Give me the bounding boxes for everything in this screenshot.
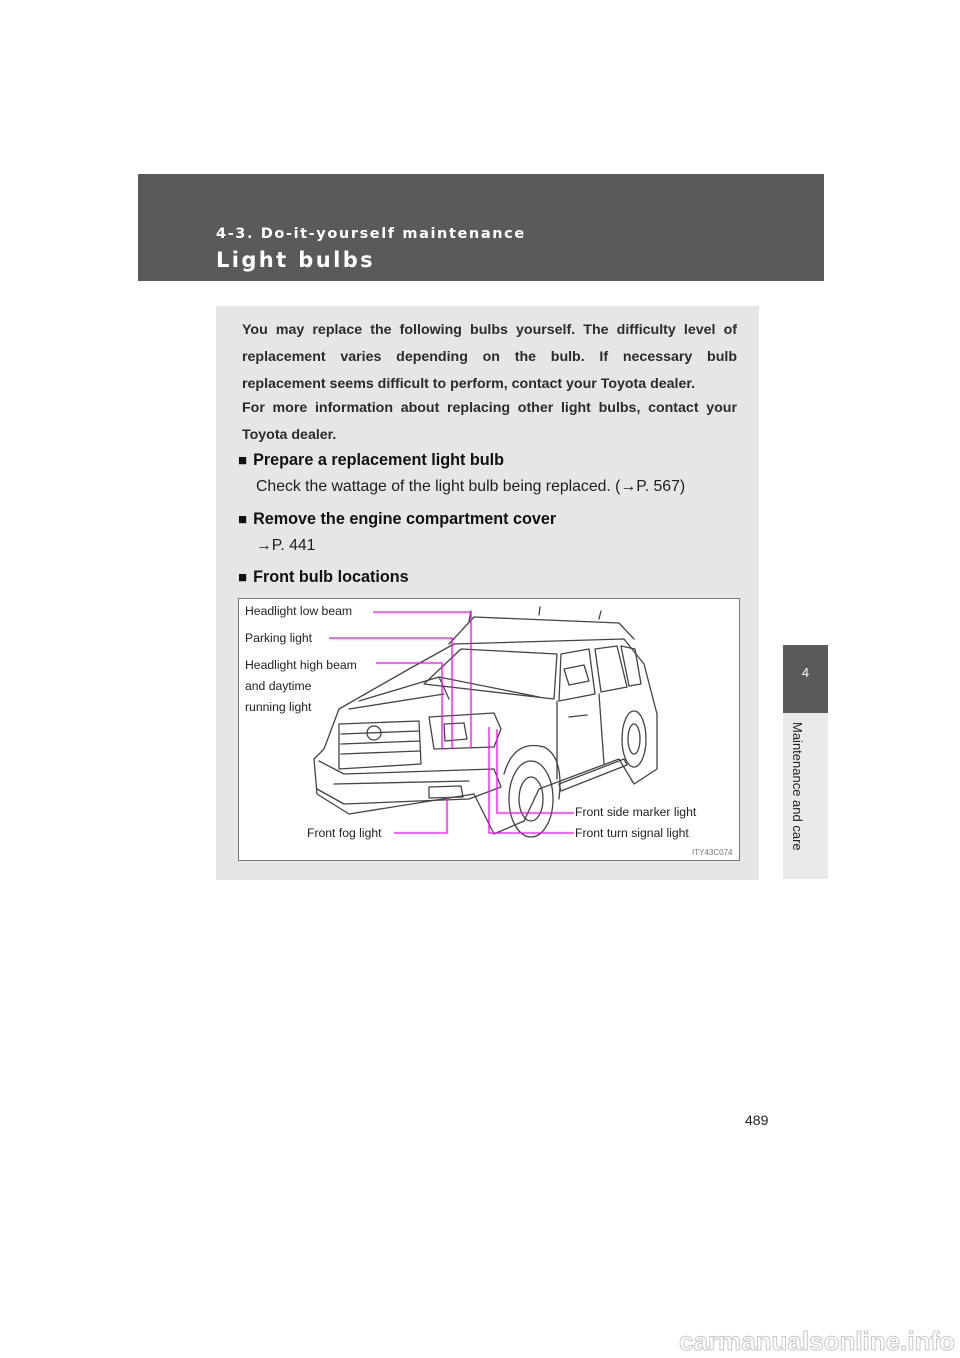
- callout-parking-light: Parking light: [245, 628, 312, 649]
- subheading-remove-cover: [238, 510, 556, 529]
- callout-headlight-high-beam: [245, 655, 357, 718]
- front-bulb-figure: [238, 598, 740, 861]
- section-label: 4-3. Do-it-yourself maintenance: [216, 226, 526, 242]
- subheading-text: Front bulb locations: [253, 568, 409, 586]
- callout-line: and daytime: [245, 679, 312, 693]
- square-bullet-icon: ■: [238, 569, 248, 586]
- intro-paragraph: For more information about replacing other light bulbs, contact your Toyota dealer.: [242, 400, 737, 443]
- page-title: Light bulbs: [216, 248, 376, 272]
- subheading-text: Prepare a replacement light bulb: [253, 451, 505, 469]
- callout-line: running light: [245, 700, 312, 714]
- square-bullet-icon: ■: [238, 511, 248, 528]
- subheading-text: Remove the engine compartment cover: [253, 510, 557, 528]
- chapter-tab[interactable]: [783, 645, 828, 713]
- callout-front-side-marker-light: Front side marker light: [575, 802, 696, 823]
- figure-code: ITY43C074: [692, 848, 733, 857]
- watermark-logo: [0, 1318, 960, 1358]
- callout-headlight-low-beam: Headlight low beam: [245, 601, 352, 622]
- callout-front-turn-signal-light: Front turn signal light: [575, 823, 689, 844]
- subheading-body: Check the wattage of the light bulb being replaced. (→P. 567): [256, 478, 686, 495]
- callout-front-fog-light: Front fog light: [307, 823, 382, 844]
- subheading-front-bulb-locations: [238, 568, 409, 587]
- intro-paragraph: You may replace the following bulbs yourself. The difficulty level of replacement varies depending on the bulb. If necessary bulb replacement seems difficult to perform, contact your Toyota dealer.: [242, 322, 737, 392]
- subheading-prepare-bulb: [238, 451, 504, 470]
- watermark-text: carmanualsonline.info: [679, 1326, 955, 1356]
- page-number: 489: [745, 1112, 769, 1128]
- chapter-name: Maintenance and care: [790, 722, 805, 851]
- callout-line: Headlight high beam: [245, 658, 357, 672]
- chapter-number: 4: [801, 665, 810, 680]
- subheading-body: →P. 441: [256, 537, 316, 554]
- square-bullet-icon: ■: [238, 452, 248, 469]
